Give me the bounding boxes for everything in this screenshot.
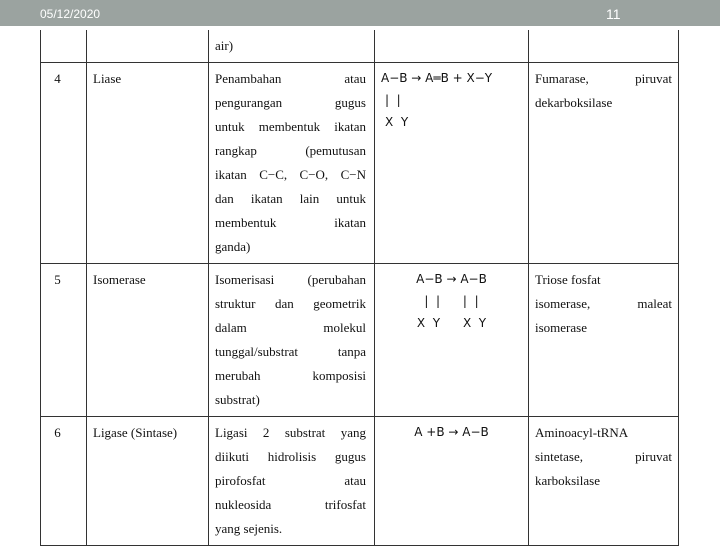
enzyme-class-name: Isomerase: [87, 264, 209, 417]
reaction-line: A−B → A═B + X−Y: [381, 71, 493, 85]
header-bar: [0, 0, 720, 26]
reaction-cell: [375, 63, 529, 264]
reaction-line: | | | |: [424, 294, 479, 308]
desc-line: air): [215, 38, 234, 53]
enzyme-class-table: [40, 30, 679, 546]
row-number: 6: [41, 417, 87, 546]
row-number: 5: [41, 264, 87, 417]
example-cell: Fumarase, piruvat dekarboksilase: [529, 63, 679, 264]
reaction-line: A−B → A−B: [416, 272, 487, 286]
table-row: [41, 264, 679, 417]
reaction-cell: [375, 417, 529, 546]
reaction-line: X Y X Y: [416, 316, 487, 330]
desc-cell: [209, 30, 375, 63]
reaction-cell: [375, 264, 529, 417]
table-row: [41, 30, 679, 63]
slide-page-number: 11: [606, 6, 621, 22]
table-row: [41, 63, 679, 264]
table-row: [41, 417, 679, 546]
document-image: [36, 28, 684, 536]
desc-cell: Isomerisasi (perubahan struktur dan geometrik dalam molekul tunggal/substrat tanpa merubah komposisi substrat): [209, 264, 375, 417]
row-number: 4: [41, 63, 87, 264]
reaction-line: | |: [385, 93, 401, 107]
desc-cell: Ligasi 2 substrat yang diikuti hidrolisis gugus pirofosfat atau nukleosida trifosfat yang sejenis.: [209, 417, 375, 546]
enzyme-class-name: Ligase (Sintase): [87, 417, 209, 546]
reaction-line: A +B → A−B: [414, 425, 489, 439]
example-cell: Triose fosfat isomerase, maleat isomerase: [529, 264, 679, 417]
reaction-line: X Y: [385, 115, 409, 129]
slide-date: 05/12/2020: [40, 7, 101, 21]
enzyme-class-name: Liase: [87, 63, 209, 264]
example-cell: Aminoacyl-tRNA sintetase, piruvat karboksilase: [529, 417, 679, 546]
desc-cell: Penambahan atau pengurangan gugus untuk membentuk ikatan rangkap (pemutusan ikatan C−C, C−O, C−N dan ikatan lain untuk membentuk ikatan ganda): [209, 63, 375, 264]
